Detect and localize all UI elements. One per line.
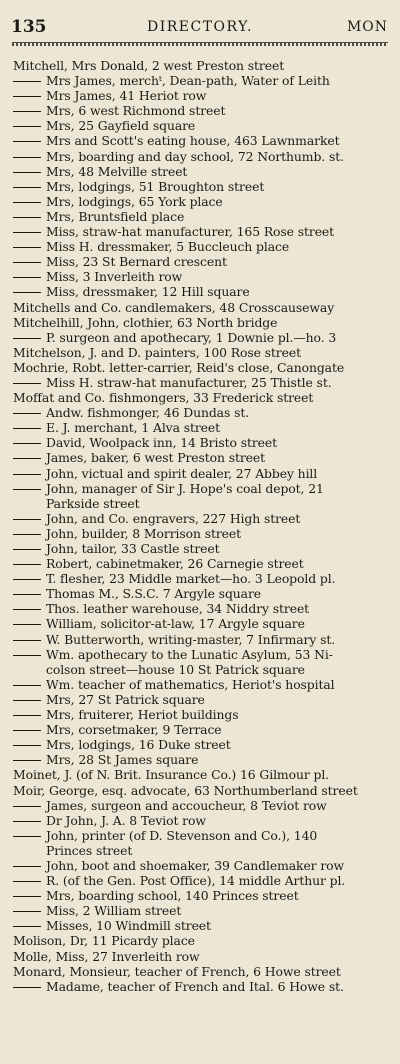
entry-text: Madame, teacher of French and Ital. 6 Howe st. [46, 978, 344, 994]
entry-text: Mrs, lodgings, 51 Broughton street [46, 178, 265, 194]
entry-text: James, baker, 6 west Preston street [46, 450, 266, 466]
entry-text: Dr John, J. A. 8 Teviot row [46, 812, 206, 828]
directory-entry [0, 783, 400, 798]
entry-text: John, victual and spirit dealer, 27 Abbey hill [46, 465, 318, 481]
entry-text: Mitchells and Co. candlemakers, 48 Crosscauseway [13, 299, 335, 315]
directory-entry [0, 767, 400, 782]
directory-entry [0, 224, 400, 239]
entry-text: Molison, Dr, 11 Picardy place [13, 933, 195, 949]
directory-entry [0, 164, 400, 179]
entry-text: Thomas M., S.S.C. 7 Argyle square [46, 586, 261, 602]
directory-entry [0, 949, 400, 964]
entry-text: James, surgeon and accoucheur, 8 Teviot row [46, 797, 327, 813]
directory-entry [0, 360, 400, 375]
entry-text: Robert, cabinetmaker, 26 Carnegie street [46, 556, 304, 572]
entry-text: Miss, 2 William street [46, 903, 182, 919]
directory-entry [0, 873, 400, 888]
directory-entry [0, 586, 400, 601]
directory-entry [0, 964, 400, 979]
entry-text: Moinet, J. (of N. Brit. Insurance Co.) 16 Gilmour pl. [13, 767, 330, 783]
entry-text: T. flesher, 23 Middle market—ho. 3 Leopold pl. [46, 571, 336, 587]
entry-text: Miss, 23 St Bernard crescent [46, 254, 227, 270]
directory-entry [0, 284, 400, 299]
entry-text: Mrs James, merchᵗ, Dean-path, Water of Leith [46, 73, 330, 89]
entry-text: P. surgeon and apothecary, 1 Downie pl.—ho. 3 [46, 329, 337, 345]
directory-entry [0, 315, 400, 330]
entry-text: John, and Co. engravers, 227 High street [46, 510, 301, 526]
entry-continuation [0, 843, 400, 858]
directory-entry [0, 888, 400, 903]
directory-entry [0, 903, 400, 918]
entry-text: Mrs, Bruntsfield place [46, 208, 185, 224]
directory-entry [0, 435, 400, 450]
header-rule [12, 42, 388, 46]
entry-continuation [0, 662, 400, 677]
directory-entry [0, 103, 400, 118]
entry-text: David, Woolpack inn, 14 Bristo street [46, 435, 278, 451]
entry-text: Moir, George, esq. advocate, 63 Northumberland street [13, 782, 358, 798]
directory-entry [0, 918, 400, 933]
directory-entry [0, 149, 400, 164]
entry-text: Mrs, 6 west Richmond street [46, 103, 226, 119]
entry-text: John, tailor, 33 Castle street [46, 541, 220, 556]
entry-text: Wm. teacher of mathematics, Heriot's hospital [46, 676, 335, 692]
directory-entry [0, 979, 400, 994]
entry-text: Mitchelhill, John, clothier, 63 North bridge [13, 314, 278, 330]
directory-entry [0, 88, 400, 103]
entry-text: Mrs, 27 St Patrick square [46, 691, 205, 707]
entry-text: Molle, Miss, 27 Inverleith row [13, 948, 200, 964]
directory-entry [0, 813, 400, 828]
directory-entry [0, 647, 400, 662]
entry-text: John, builder, 8 Morrison street [46, 525, 242, 541]
entry-text: John, printer (of D. Stevenson and Co.), 140 [46, 827, 318, 843]
entry-text: Miss, 3 Inverleith row [46, 269, 183, 285]
directory-entry [0, 254, 400, 269]
entry-text: William, solicitor-at-law, 17 Argyle square [46, 616, 305, 632]
entry-text: Moffat and Co. fishmongers, 33 Frederick street [13, 390, 314, 406]
page-number: 135 [11, 17, 47, 37]
entry-text: Mrs, boarding school, 140 Princes street [46, 888, 299, 904]
entry-text: Thos. leather warehouse, 34 Niddry street [46, 601, 310, 617]
directory-entry [0, 390, 400, 405]
directory-entry [0, 330, 400, 345]
directory-entry [0, 828, 400, 843]
entry-text: John, boot and shoemaker, 39 Candlemaker row [46, 857, 345, 873]
entry-text: John, manager of Sir J. Hope's coal depot, 21 [46, 480, 324, 496]
entry-text: Mrs and Scott's eating house, 463 Lawnmarket [46, 133, 340, 149]
directory-entry [0, 466, 400, 481]
directory-entry [0, 933, 400, 948]
directory-entry [0, 345, 400, 360]
directory-entry [0, 481, 400, 496]
entry-text: Mrs, fruiterer, Heriot buildings [46, 707, 239, 723]
directory-entry [0, 541, 400, 556]
entry-text: colson street—house 10 St Patrick square [46, 661, 305, 677]
directory-entry [0, 269, 400, 284]
page-title: DIRECTORY. [146, 19, 254, 35]
entry-text: Mrs, boarding and day school, 72 Northumb. st. [46, 148, 344, 164]
directory-entry [0, 798, 400, 813]
entry-continuation [0, 496, 400, 511]
directory-entry [0, 692, 400, 707]
directory-entry [0, 133, 400, 148]
directory-entry [0, 752, 400, 767]
entry-text: Parkside street [46, 495, 140, 511]
entry-text: Monard, Monsieur, teacher of French, 6 Howe street [13, 963, 341, 979]
directory-entry [0, 73, 400, 88]
directory-entries [0, 58, 400, 994]
directory-entry [0, 858, 400, 873]
entry-text: Andw. fishmonger, 46 Dundas st. [46, 405, 250, 421]
page-header [0, 0, 400, 44]
entry-text: Mochrie, Robt. letter-carrier, Reid's close, Canongate [13, 359, 345, 375]
directory-entry [0, 450, 400, 465]
entry-text: Mrs, 48 Melville street [46, 163, 188, 179]
directory-entry [0, 526, 400, 541]
directory-entry [0, 571, 400, 586]
directory-entry [0, 375, 400, 390]
entry-text: Mitchelson, J. and D. painters, 100 Rose street [13, 344, 301, 360]
entry-text: Mrs, 25 Gayfield square [46, 118, 196, 134]
directory-entry [0, 194, 400, 209]
directory-entry [0, 209, 400, 224]
directory-entry [0, 58, 400, 73]
directory-entry [0, 632, 400, 647]
entry-text: Mrs James, 41 Heriot row [46, 88, 207, 104]
directory-entry [0, 616, 400, 631]
directory-entry [0, 300, 400, 315]
entry-text: Mitchell, Mrs Donald, 2 west Preston street [13, 58, 285, 73]
directory-entry [0, 118, 400, 133]
entry-text: Miss, dressmaker, 12 Hill square [46, 284, 250, 300]
entry-text: Mrs, lodgings, 16 Duke street [46, 737, 231, 753]
directory-entry [0, 179, 400, 194]
directory-entry [0, 737, 400, 752]
directory-entry [0, 556, 400, 571]
section-heading: MON [346, 19, 388, 35]
entry-text: Misses, 10 Windmill street [46, 918, 211, 934]
entry-text: Princes street [46, 842, 133, 858]
directory-entry [0, 239, 400, 254]
directory-entry [0, 677, 400, 692]
entry-text: E. J. merchant, 1 Alva street [46, 420, 221, 436]
entry-text: Miss, straw-hat manufacturer, 165 Rose street [46, 224, 335, 240]
entry-text: Mrs, lodgings, 65 York place [46, 193, 223, 209]
entry-text: W. Butterworth, writing-master, 7 Infirmary st. [46, 631, 336, 647]
entry-text: R. (of the Gen. Post Office), 14 middle Arthur pl. [46, 873, 346, 889]
directory-entry [0, 601, 400, 616]
directory-entry [0, 405, 400, 420]
directory-entry [0, 707, 400, 722]
entry-text: Miss H. straw-hat manufacturer, 25 Thistle st. [46, 374, 332, 390]
entry-text: Wm. apothecary to the Lunatic Asylum, 53 Ni- [46, 646, 333, 662]
entry-text: Mrs, corsetmaker, 9 Terrace [46, 722, 222, 738]
entry-text: Miss H. dressmaker, 5 Buccleuch place [46, 239, 290, 255]
directory-entry [0, 511, 400, 526]
directory-entry [0, 722, 400, 737]
entry-text: Mrs, 28 St James square [46, 752, 199, 768]
directory-entry [0, 420, 400, 435]
